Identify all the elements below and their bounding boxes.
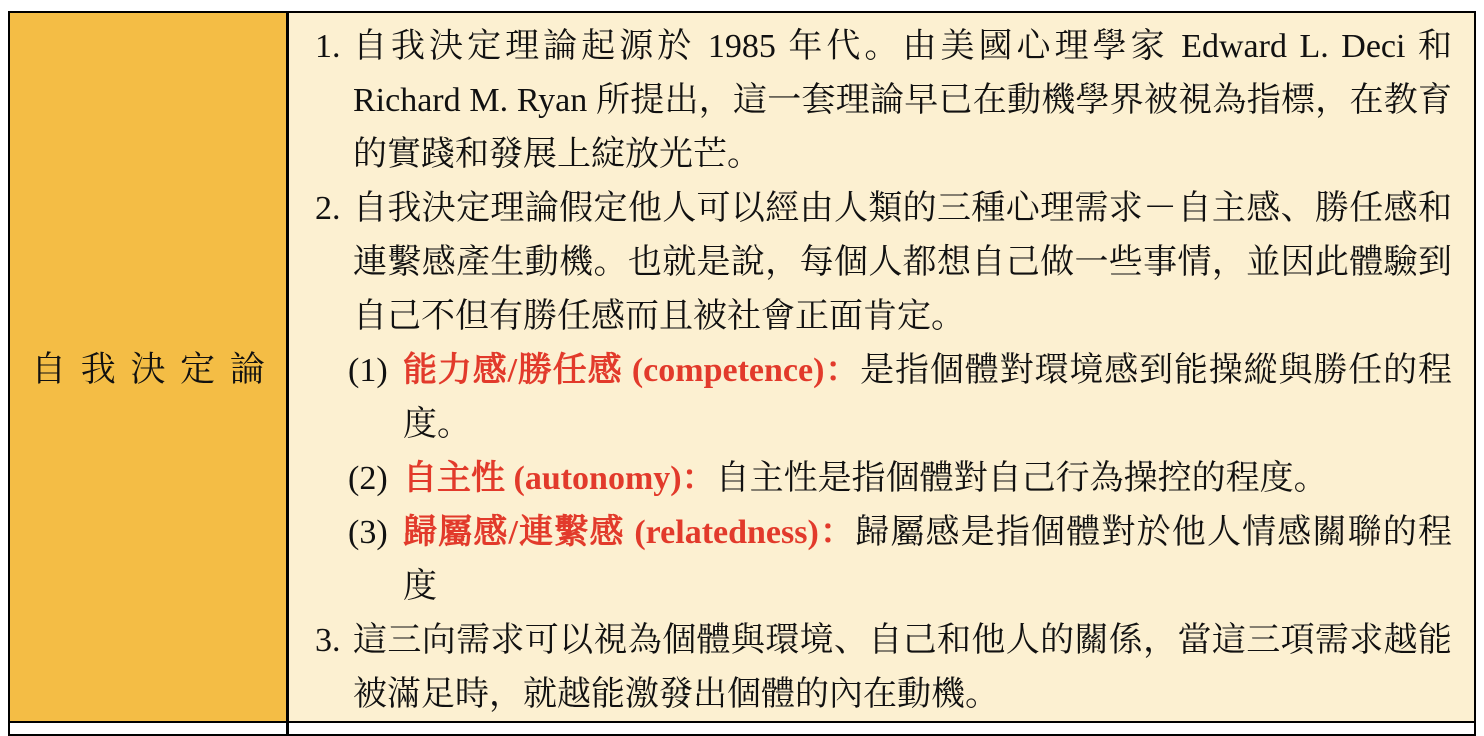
next-row-header-cell <box>10 723 289 734</box>
theory-name-label: 自我決定論 <box>31 350 280 389</box>
table-row-self-determination <box>10 13 1474 721</box>
sub-item-definition: 自主性是指個體對自己行為操控的程度。 <box>715 460 1328 497</box>
next-row-content-cell <box>289 723 1474 734</box>
sub-item-text <box>403 506 1452 614</box>
sub-item-definition: 是指個體對環境感到能操縱與勝任的程度。 <box>403 352 1452 443</box>
theory-table <box>8 11 1476 736</box>
sub-item-text <box>403 344 1452 452</box>
next-table-row-partial <box>10 721 1474 734</box>
list-item-number: 2. <box>315 190 341 227</box>
list-item-text: 自我決定理論起源於 1985 年代。由美國心理學家 Edward L. Deci 和 Richard M. Ryan 所提出，這一套理論早已在動機學界被視為指標，在教育的實踐和發展上綻放光芒。 <box>353 28 1452 173</box>
sub-item-term: 自主性 (autonomy)： <box>403 460 716 497</box>
list-item <box>315 614 1452 722</box>
sub-item-text <box>403 452 1452 506</box>
sub-list-item <box>348 452 1452 506</box>
list-item-number: 3. <box>315 622 341 659</box>
list-item-number: 1. <box>315 28 341 65</box>
sub-item-definition: 歸屬感是指個體對於他人情感關聯的程度 <box>403 514 1453 605</box>
list-item-text: 自我決定理論假定他人可以經由人類的三種心理需求－自主感、勝任感和連繫感產生動機。也就是說，每個人都想自己做一些事情，並因此體驗到自己不但有勝任感而且被社會正面肯定。 <box>353 190 1452 335</box>
sub-list <box>315 344 1452 614</box>
list-item-text: 這三向需求可以視為個體與環境、自己和他人的關係，當這三項需求越能被滿足時，就越能激發出個體的內在動機。 <box>353 622 1452 713</box>
list-item-main <box>315 182 1452 344</box>
main-list <box>315 20 1452 722</box>
list-item <box>315 20 1452 182</box>
sub-item-term: 能力感/勝任感 (competence)： <box>403 352 861 389</box>
sub-list-item <box>348 344 1452 452</box>
sub-item-term: 歸屬感/連繫感 (relatedness)： <box>403 514 856 551</box>
sub-item-number: (1) <box>348 352 388 389</box>
row-content-cell <box>289 13 1474 721</box>
row-header-cell <box>10 13 289 721</box>
sub-item-number: (3) <box>348 514 388 551</box>
sub-list-item <box>348 506 1452 614</box>
sub-item-number: (2) <box>348 460 388 497</box>
list-item <box>315 182 1452 614</box>
document-page <box>0 11 1484 736</box>
